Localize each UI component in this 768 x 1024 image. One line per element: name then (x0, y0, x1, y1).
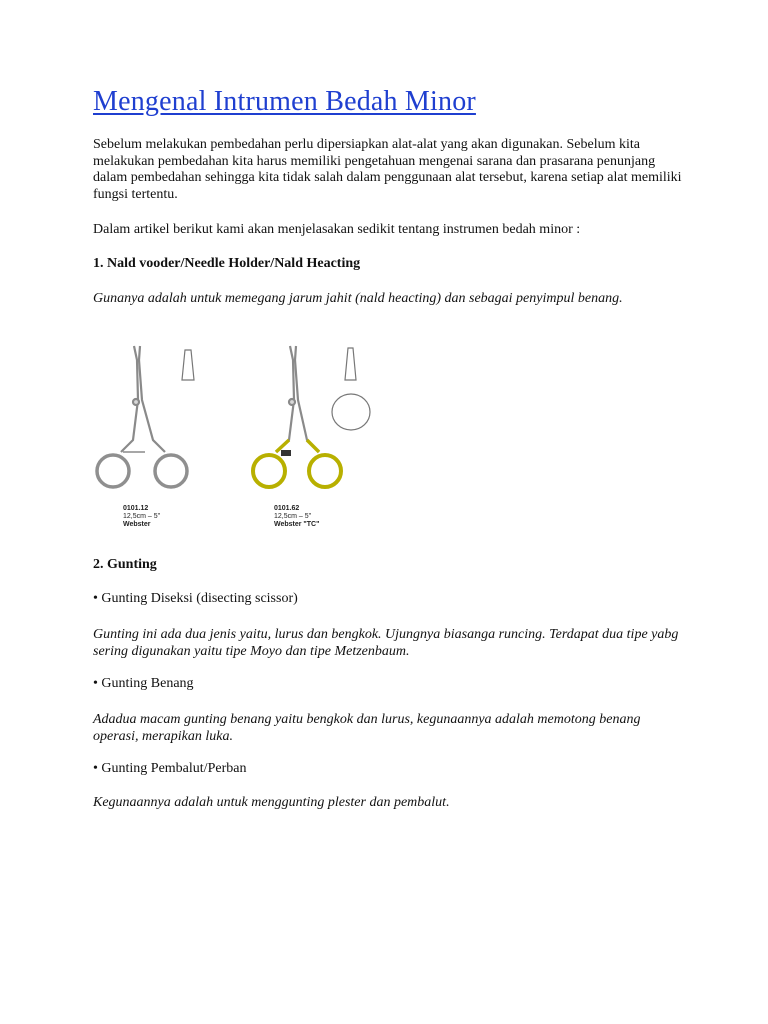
caption-right-code: 0101.62 (274, 505, 300, 512)
tip-detail-left (182, 350, 194, 380)
caption-right-size: 12,5cm – 5" (274, 513, 312, 520)
caption-left-code: 0101.12 (123, 505, 149, 512)
bandage-scissor-description: Kegunaannya adalah untuk menggunting plester dan pembalut. (93, 795, 450, 810)
caption-left (123, 505, 160, 529)
section-1-description: Gunanya adalah untuk memegang jarum jahit (nald heacting) dan sebagai penyimpul benang. (93, 291, 623, 306)
needle-holder-right (253, 346, 341, 487)
caption-left-size: 12,5cm – 5" (123, 513, 161, 520)
tip-detail-right (332, 348, 370, 430)
caption-right (274, 505, 319, 529)
section-1-heading: 1. Nald vooder/Needle Holder/Nald Heacting (93, 256, 361, 271)
article-title[interactable]: Mengenal Intrumen Bedah Minor (93, 86, 476, 117)
list-item-thread-scissor: • Gunting Benang (93, 676, 194, 691)
list-item-bandage-scissor: • Gunting Pembalut/Perban (93, 761, 247, 776)
caption-right-name: Webster "TC" (274, 521, 320, 528)
section-2-heading: 2. Gunting (93, 557, 157, 572)
lead-paragraph: Dalam artikel berikut kami akan menjelasakan sedikit tentang instrumen bedah minor : (93, 222, 581, 237)
intro-paragraph: Sebelum melakukan pembedahan perlu dipersiapkan alat-alat yang akan digunakan. Sebelum kita melakukan pembedahan kita harus memiliki pengetahuan mengenai sarana dan prasarana penunjang dalam pembedahan sehingga kita tidak salah dalam penggunaan alat tersebut, karena setiap alat memiliki fungsi tertentu. (93, 137, 682, 202)
dissecting-scissor-description: Gunting ini ada dua jenis yaitu, lurus dan bengkok. Ujungnya biasanga runcing. Terdapat dua tipe yabg sering digunakan yaitu tipe Moyo dan tipe Metzenbaum. (93, 627, 679, 659)
needle-holder-left (97, 346, 187, 487)
list-item-dissecting-scissor: • Gunting Diseksi (disecting scissor) (93, 591, 298, 606)
needle-holder-figure (93, 340, 393, 540)
caption-left-name: Webster (123, 521, 151, 528)
thread-scissor-description: Adadua macam gunting benang yaitu bengkok dan lurus, kegunaannya adalah memotong benang operasi, merapikan luka. (93, 712, 641, 744)
